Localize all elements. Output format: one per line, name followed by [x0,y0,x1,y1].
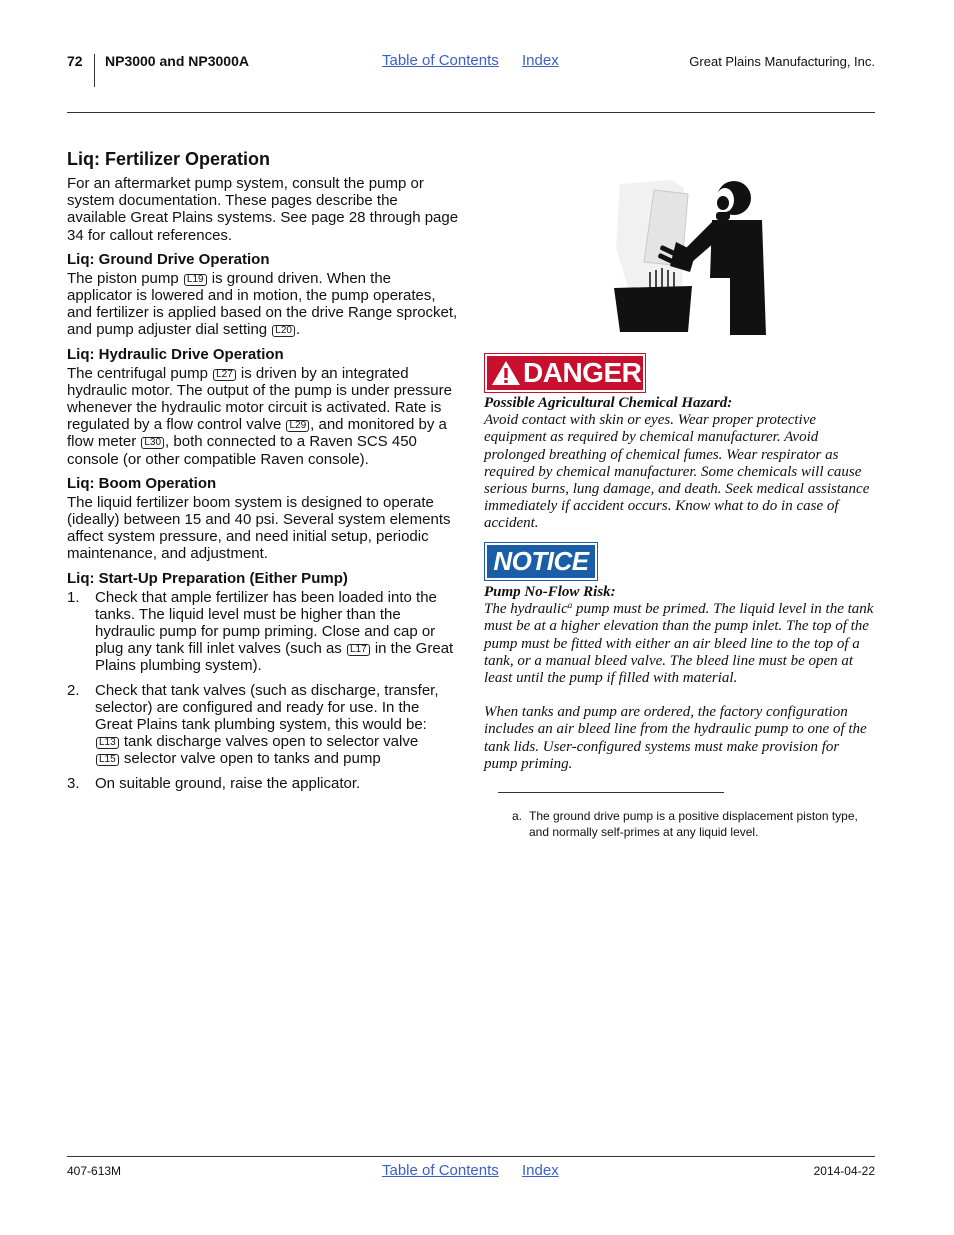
chemical-hazard-illustration [612,178,768,335]
hydraulic-drive-paragraph: The centrifugal pump L27 is driven by an integrated hydraulic motor. The output of the pump is under pressure whenever the hydraulic motor circuit is activated. Rate is regulated by a flow control valve L29 , and monitored by a flow meter L30 , both connected to a Raven SCS 450 console (or other compatible Raven console). [67,364,452,468]
list-item: 2. Check that tank valves (such as discharge, transfer, selector) are configured and ready for use. In the Great Plains tank plumbing system, this would be: L13 tank discharge valves open to selector valve L15 selector valve open to tanks and pump [67,681,439,768]
section-heading: Liq: Fertilizer Operation [67,149,271,169]
list-item: 3. On suitable ground, raise the applicator. [67,774,361,792]
notice-lead: Pump No-Flow Risk: [484,584,616,600]
header-rule [67,112,875,113]
footnote-text: The ground drive pump is a positive displacement piston type, and normally self-primes at any liquid level. [529,809,858,839]
boom-operation-heading: Liq: Boom Operation [67,474,217,492]
document-number: 407-613M [67,1164,122,1178]
startup-steps [67,589,459,792]
callout-l19: L19 [184,274,207,286]
notice-message [484,584,876,773]
footer-toc-link[interactable]: Table of Contents [382,1162,499,1179]
footnote [512,808,862,840]
danger-body: Avoid contact with skin or eyes. Wear proper protective equipment as required by chemical manufacturer. Avoid prolonged breathing of chemical fumes. Wear respirator as required by chemical manufacturer. Some chemicals will cause serious burns, lung damage, and death. Seek medical assistance immediately if accident occurs. Know what to do in case of accident. [484,412,870,532]
notice-signal-word: NOTICE [485,543,597,580]
intro-paragraph: For an aftermarket pump system, consult the pump or system documentation. These pages describe the available Great Plains systems. See page 28 through page 34 for callout references. [67,175,459,244]
footnote-rule [498,792,724,793]
warning-triangle-icon [491,360,521,386]
callout-l20: L20 [272,325,295,337]
callout-l15: L15 [96,754,119,766]
footer-rule [67,1156,875,1157]
company-name: Great Plains Manufacturing, Inc. [689,54,875,69]
boom-operation-paragraph: The liquid fertilizer boom system is designed to operate (ideally) between 15 and 40 psi. Several system elements affect system pressure, and need initial setup, periodic maintenance, and adjustment. [67,493,451,563]
publication-date: 2014-04-22 [813,1164,875,1178]
startup-heading: Liq: Start-Up Preparation (Either Pump) [67,569,348,587]
callout-l29: L29 [286,420,309,432]
notice-body-2: When tanks and pump are ordered, the factory configuration includes an air bleed line from the hydraulic pump to one of the tank lids. User-configured systems must make provision for pump priming. [484,704,867,772]
header-index-link[interactable]: Index [522,52,559,69]
ground-drive-heading: Liq: Ground Drive Operation [67,250,270,268]
callout-l30: L30 [141,437,164,449]
left-column [67,148,459,799]
header-divider [94,54,95,87]
footnote-label: a. [512,809,523,823]
callout-l17: L17 [347,644,370,656]
callout-l13: L13 [96,737,119,749]
hydraulic-drive-heading: Liq: Hydraulic Drive Operation [67,345,284,363]
list-item: 1. Check that ample fertilizer has been loaded into the tanks. The liquid level must be higher than the hydraulic pump for pump priming. Close and cap or plug any tank fill inlet valves (such as L17 in the Great Plains plumbing system). [67,588,454,675]
page-number: 72 [67,53,83,69]
danger-lead: Possible Agricultural Chemical Hazard: [484,395,733,411]
notice-body: The hydraulic$^a$ pump must be primed. The liquid level in the tank must be at a higher elevation than the pump inlet. The top of the pump must be fitted with either an air bleed line to the top of a tank, or a manual bleed valve. The bleed line must be open at least until the pump if filled with material. [484,600,874,687]
footnote-ref: a [567,600,573,611]
callout-l27: L27 [213,369,236,381]
manual-title: NP3000 and NP3000A [105,53,249,69]
header-toc-link[interactable]: Table of Contents [382,52,499,69]
ground-drive-paragraph: The piston pump L19 is ground driven. When the applicator is lowered and in motion, the pump operates, and fertilizer is applied based on the drive Range sprocket, and pump adjuster dial setting L20 . [67,269,458,339]
danger-signal-word: DANGER [485,354,645,392]
danger-message [484,395,876,533]
footer-index-link[interactable]: Index [522,1162,559,1179]
